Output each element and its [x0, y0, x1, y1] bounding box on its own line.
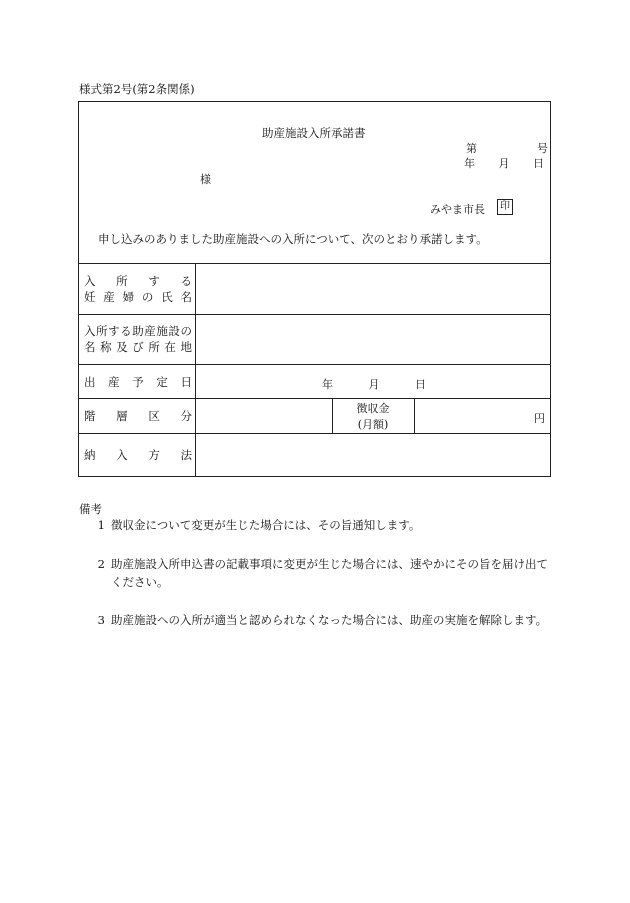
- note-text: 助産施設入所申込書の記載事項に変更が生じた場合には、速やかにその旨を届け出てください。: [111, 557, 548, 589]
- due-date-label-text: 出産予定日: [84, 375, 192, 389]
- document-title: 助産施設入所承諾書: [262, 126, 366, 140]
- note-item: [79, 516, 549, 534]
- row-divider: [78, 398, 551, 399]
- note-number: 1: [97, 518, 105, 532]
- note-text: 徴収金について変更が生じた場合には、その旨通知します。: [111, 518, 421, 532]
- recipient-honorific: 様: [200, 173, 211, 186]
- note-number: 2: [97, 557, 105, 571]
- applicant-name-label: [84, 273, 192, 305]
- facility-label: [84, 323, 192, 355]
- applicant-name-label-line2: 妊産婦の氏名: [84, 290, 192, 304]
- approval-statement: 申し込みのありました助産施設への入所について、次のとおり承諾します。: [98, 232, 488, 246]
- row-divider: [78, 314, 551, 315]
- applicant-name-label-line1: 入所する: [84, 274, 192, 288]
- facility-label-line1: 入所する助産施設の: [84, 324, 192, 338]
- row-divider: [78, 263, 551, 264]
- fee-cell-divider: [414, 398, 415, 433]
- notes-title: 備考: [79, 502, 102, 516]
- document-number-suffix: 号: [537, 142, 548, 155]
- due-date-fields: 年 月 日: [322, 378, 426, 391]
- seal-icon: 印: [497, 199, 513, 215]
- row-divider: [78, 364, 551, 365]
- label-column-divider: [195, 263, 196, 477]
- note-text: 助産施設への入所が適当と認められなくなった場合には、助産の実施を解除します。: [111, 613, 548, 627]
- fee-unit: 円: [534, 412, 545, 425]
- row-divider: [78, 433, 551, 434]
- fee-label-text: 徴収金 (月額): [356, 402, 390, 431]
- class-label: [84, 408, 192, 424]
- note-item: [79, 555, 549, 591]
- class-label-text: 階層区分: [84, 409, 192, 423]
- issue-date: 年 月 日: [464, 157, 544, 170]
- fee-cell-divider: [332, 398, 333, 433]
- payment-method-label: [84, 447, 192, 463]
- due-date-label: [84, 374, 192, 390]
- document-number-label: 第: [466, 142, 477, 155]
- facility-label-line2: 名称及び所在地: [84, 340, 192, 354]
- fee-label: [346, 401, 400, 433]
- payment-method-label-text: 納入方法: [84, 448, 192, 462]
- issuer-name: みやま市長: [430, 203, 485, 216]
- note-item: [79, 611, 549, 629]
- note-number: 3: [97, 613, 105, 627]
- form-reference: 様式第2号(第2条関係): [79, 82, 195, 96]
